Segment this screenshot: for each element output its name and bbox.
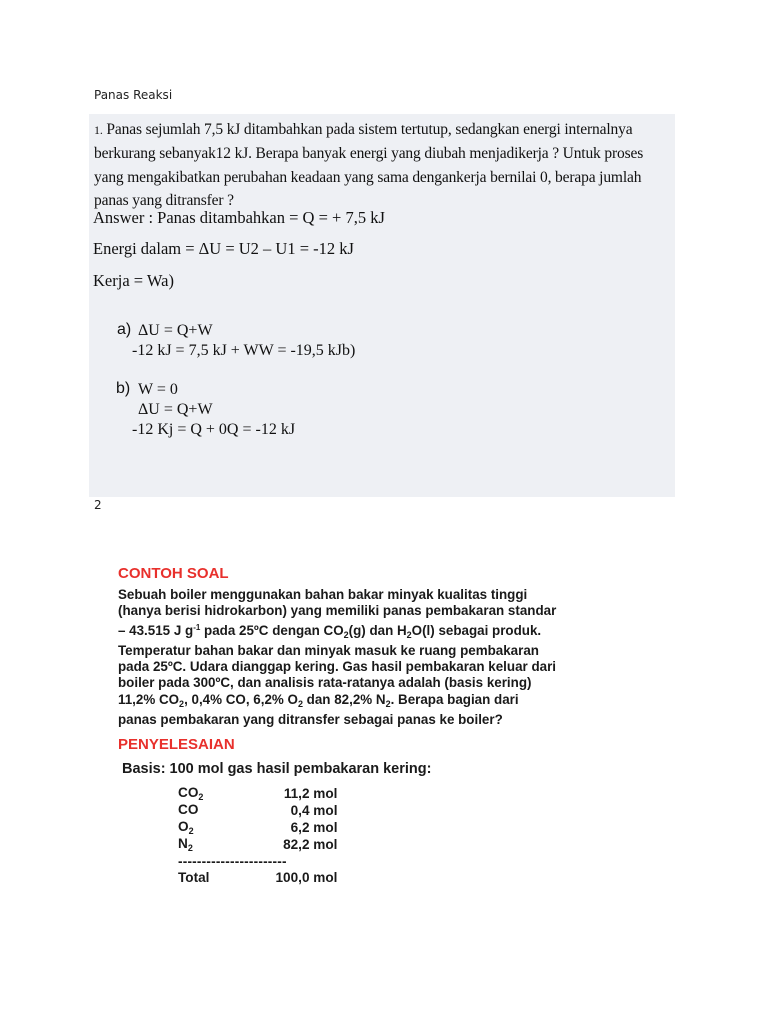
composition-table (178, 785, 337, 886)
divider-row (178, 853, 337, 870)
problem-line-1: Sebuah boiler menggunakan bahan bakar minyak kualitas tinggi (118, 587, 528, 602)
problem-line-6: boiler pada 300ºC, dan analisis rata-ratanya adalah (basis kering) (118, 675, 532, 691)
document-title: Panas Reaksi (94, 88, 173, 102)
part-b-label: b) (116, 380, 131, 397)
component-name: CO (178, 802, 199, 817)
part-a-line-1: ΔU = Q+W (138, 322, 213, 339)
page-number: 2 (94, 498, 102, 512)
component-name: $CO_2$ (178, 785, 204, 802)
table-row (178, 819, 337, 836)
table-row (178, 785, 337, 802)
question-1-panel (89, 114, 675, 497)
total-row (178, 870, 337, 887)
problem-line-3: – 43.515 J $g^{-1}$ pada 25ºC dengan $CO_2(g)$ dan $H_2O(l)$ sebagai produk. (118, 622, 542, 640)
part-b-line-1: W = 0 (138, 381, 178, 398)
table-row (178, 802, 337, 819)
part-b-line-2: ΔU = Q+W (138, 401, 213, 418)
component-name: $N_2$ (178, 836, 193, 853)
question-1-text (94, 118, 672, 212)
total-label: Total (178, 870, 210, 886)
part-a-line-2: -12 kJ = 7,5 kJ + WW = -19,5 kJb) (132, 342, 356, 359)
solution-heading: PENYELESAIAN (118, 736, 235, 753)
part-a-label: a) (117, 321, 132, 338)
component-value: 82,2 mol (283, 837, 338, 852)
energy-line: Energi dalam = ΔU = U2 – U1 = -12 kJ (93, 239, 354, 258)
component-value: 11,2 mol (283, 786, 338, 801)
problem-line-8: panas pembakaran yang ditransfer sebagai panas ke boiler? (118, 712, 503, 728)
example-problem (118, 587, 638, 728)
question-number: 1. (94, 123, 103, 137)
work-line: Kerja = Wa) (93, 271, 174, 290)
total-value: 100,0 mol (275, 870, 338, 886)
problem-line-4: Temperatur bahan bakar dan minyak masuk ke ruang pembakaran (118, 642, 539, 658)
component-name: $O_2$ (178, 819, 194, 836)
question-body: Panas sejumlah 7,5 kJ ditambahkan pada sistem tertutup, sedangkan energi internalnya berkurang sebanyak12 kJ. Berapa banyak energi yang diubah menjadikerja ? Untuk proses yang mengakibatkan perubahan keadaan yang sama dengankerja bernilai 0, berapa jumlah panas yang ditransfer ? (94, 121, 644, 209)
answer-line: Answer : Panas ditambahkan = Q = + 7,5 kJ (93, 208, 385, 227)
table-row (178, 836, 337, 853)
problem-line-2: (hanya berisi hidrokarbon) yang memiliki panas pembakaran standar (118, 603, 557, 619)
problem-line-5: pada 25ºC. Udara dianggap kering. Gas hasil pembakaran keluar dari (118, 659, 557, 675)
basis-line: Basis: 100 mol gas hasil pembakaran kering: (122, 761, 432, 777)
problem-line-7: 11,2% $CO_2$, 0,4% CO, 6,2% $O_2$ dan 82,2% $N_2$. Berapa bagian dari (118, 691, 519, 709)
example-heading: CONTOH SOAL (118, 565, 229, 582)
component-value: 6,2 mol (290, 820, 338, 835)
component-value: 0,4 mol (290, 803, 338, 818)
part-b-line-3: -12 Kj = Q + 0Q = -12 kJ (132, 421, 296, 438)
divider-dashes: ----------------------- (178, 853, 287, 869)
